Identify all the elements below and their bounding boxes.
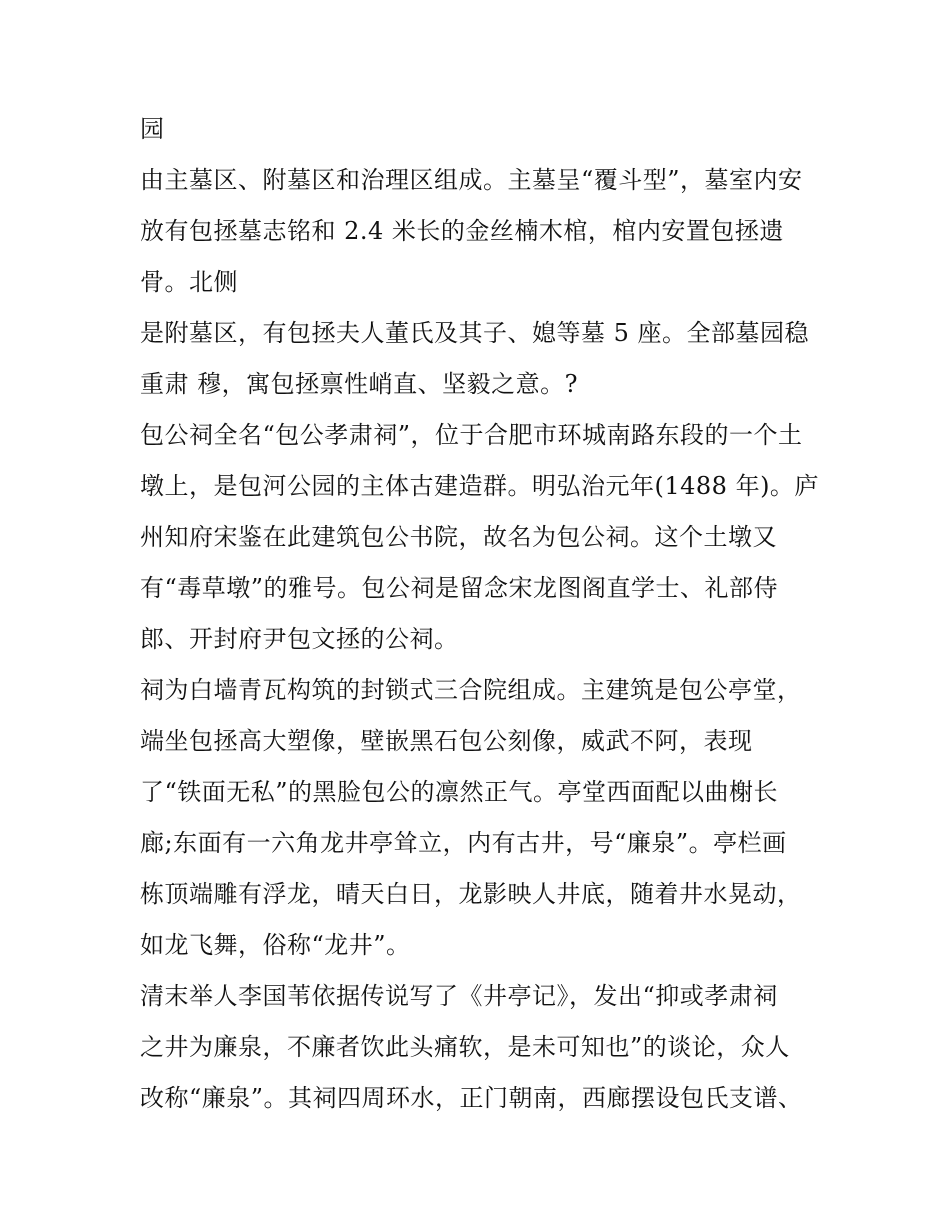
text-line: 园 — [140, 115, 165, 143]
text-line: 重肃 穆，寓包拯禀性峭直、坚毅之意。? — [140, 370, 578, 398]
text-line: 之井为廉泉，不廉者饮此头痛软，是未可知也”的谈论，众人 — [140, 1033, 790, 1061]
text-line: 了“铁面无私”的黑脸包公的凛然正气。亭堂西面配以曲榭长 — [140, 778, 779, 806]
text-line: 包公祠全名“包公孝肃祠”，位于合肥市环城南路东段的一个土 — [140, 421, 803, 449]
text-line: 改称“廉泉”。其祠四周环水，正门朝南，西廊摆设包氏支谱、 — [140, 1084, 803, 1112]
text-line: 有“毒草墩”的雅号。包公祠是留念宋龙图阁直学士、礼部侍 — [140, 574, 779, 602]
text-line: 清末举人李国苇依据传说写了《井亭记》，发出“抑或孝肃祠 — [140, 982, 778, 1010]
text-line: 墩上，是包河公园的主体古建造群。明弘治元年(1488 年)。庐 — [140, 472, 819, 500]
text-line: 端坐包拯高大塑像，壁嵌黑石包公刻像，威武不阿，表现 — [140, 727, 753, 755]
text-line: 州知府宋鉴在此建筑包公书院，故名为包公祠。这个土墩又 — [140, 523, 777, 551]
text-line: 祠为白墙青瓦构筑的封锁式三合院组成。主建筑是包公亭堂， — [140, 676, 802, 704]
text-line: 骨。北侧 — [140, 268, 238, 296]
text-line: 由主墓区、附墓区和治理区组成。主墓呈“覆斗型”，墓室内安 — [140, 166, 803, 194]
text-line: 是附墓区，有包拯夫人董氏及其子、媳等墓 5 座。全部墓园稳 — [140, 319, 810, 347]
text-line: 栋顶端雕有浮龙，晴天白日，龙影映人井底，随着井水晃动， — [140, 880, 802, 908]
document-body — [140, 108, 820, 1128]
text-line: 如龙飞舞，俗称“龙井”。 — [140, 931, 411, 959]
text-line: 廊;东面有一六角龙井亭耸立，内有古井，号“廉泉”。亭栏画 — [140, 829, 787, 857]
text-line: 郎、开封府尹包文拯的公祠。 — [140, 625, 459, 653]
text-line: 放有包拯墓志铭和 2.4 米长的金丝楠木棺，棺内安置包拯遗 — [140, 217, 784, 245]
